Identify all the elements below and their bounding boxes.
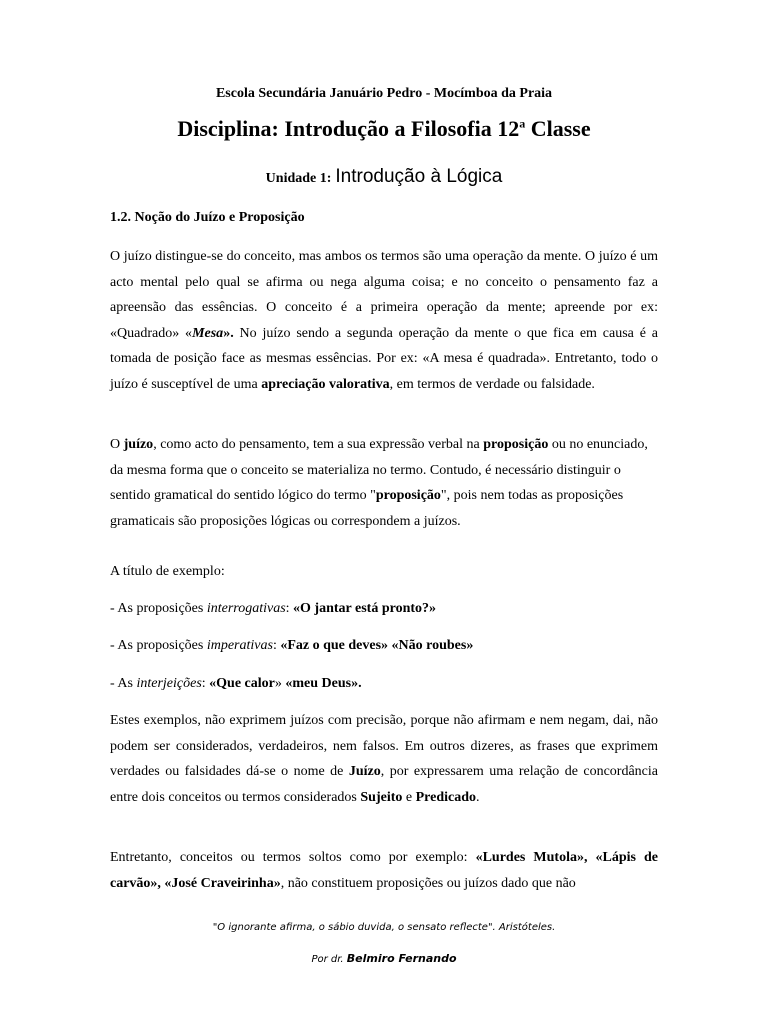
text-run-bold: proposição [483, 437, 549, 452]
text-run-bold: Juízo [348, 764, 381, 779]
footer-quote: "O ignorante afirma, o sábio duvida, o sensato reflecte". Aristóteles. [212, 922, 556, 933]
text-run: , em termos de verdade ou falsidade. [389, 376, 595, 392]
author-prefix: Por dr. [311, 954, 347, 965]
subject-superscript: a [519, 116, 526, 131]
text-run: . [476, 789, 480, 805]
text-run-bold: «Que calor [209, 676, 275, 691]
text-run: Estes exemplos, não exprimem juízos com precisão, porque não afirmam e nem negam, dai, não podem ser considerados, verdadeiros, nem falsos. Em outros dizeres, as frases que exprimem verdades ou falsidades dá-se o nome de [110, 713, 658, 779]
paragraph-juizo-proposicao [110, 432, 658, 534]
text-run-italic: interjeições [136, 676, 202, 691]
text-run: e [402, 789, 416, 805]
subject-text: Disciplina: Introdução a Filosofia 12 [177, 116, 520, 141]
text-run: ", pois nem todas as proposições gramaticais são proposições lógicas ou correspondem a juízos. [110, 488, 624, 529]
text-run: : [272, 638, 281, 653]
text-run: - As proposições [110, 601, 207, 616]
school-name: Escola Secundária Januário Pedro - Mocímboa da Praia [215, 86, 553, 101]
text-run-bold: Sujeito [360, 789, 403, 805]
unit-heading [110, 166, 658, 188]
text-run-bold: «meu Deus». [285, 676, 362, 691]
subject-title [110, 116, 658, 142]
text-run: Entretanto, conceitos ou termos soltos como por exemplo: [110, 850, 476, 865]
footer-author [110, 952, 658, 965]
text-run: ou no enunciado, da mesma forma que o conceito se materializa no termo. Contudo, é necessário distinguir o sentido gramatical do sentido lógico do termo " [110, 437, 648, 503]
unit-label: Unidade 1: [265, 171, 332, 186]
text-run: - As proposições [110, 638, 207, 653]
author-name: Belmiro Fernando [346, 952, 457, 965]
text-run: O [110, 437, 124, 452]
text-run-bold: juízo [123, 437, 154, 452]
paragraph-juizo-conceito [110, 244, 658, 397]
unit-title: Introdução à Lógica [335, 166, 503, 187]
paragraph-exemplos [110, 708, 658, 810]
text-run: : [285, 601, 294, 616]
text-run-bold: ». [223, 325, 234, 341]
text-run-italic: imperativas [206, 638, 273, 653]
text-run-emphasis: Mesa [192, 325, 224, 341]
subject-tail: Classe [525, 116, 591, 141]
text-run-bold: «O jantar está pronto?» [293, 601, 437, 616]
text-run-bold: «Lurdes Mutola», «Lápis de carvão», «José Craveirinha» [110, 850, 658, 891]
text-run: : [201, 676, 210, 691]
text-run: - As [110, 676, 137, 691]
text-run: O juízo distingue-se do conceito, mas ambos os termos são uma operação da mente. O juízo é um acto mental pelo qual se afirma ou nega alguma coisa; e no conceito o pensamento faz a apreensão das essências. O conceito é a primeira operação da mente; apreende por ex: «Quadrado [110, 249, 658, 341]
text-run-bold: Predicado [415, 789, 477, 805]
text-run-bold: proposição [375, 488, 441, 503]
section-title: 1.2. Noção do Juízo e Proposição [110, 210, 305, 225]
text-run: , como acto do pensamento, tem a sua expressão verbal na [153, 437, 484, 452]
list-item [110, 633, 658, 659]
text-run: , não constituem proposições ou juízos dado que não [280, 875, 576, 891]
text-run: No juízo sendo a segunda operação da mente o que fica em causa é a tomada de posição face as mesmas essências. Por ex: «A mesa é quadrada». Entretanto, todo o juízo é susceptível de uma [110, 325, 659, 392]
text-run-bold: apreciação valorativa [261, 376, 390, 392]
text-run: » [274, 676, 286, 691]
example-intro: A título de exemplo: [110, 564, 225, 579]
list-item [110, 596, 658, 622]
list-item [110, 671, 658, 697]
paragraph-termos-soltos [110, 845, 658, 896]
text-run: » « [172, 325, 193, 341]
text-run-italic: interrogativas [206, 601, 286, 616]
text-run: , por expressarem uma relação de concordância entre dois conceitos ou termos considerados [110, 764, 658, 805]
text-run-bold: «Faz o que deves» «Não roubes» [280, 638, 474, 653]
